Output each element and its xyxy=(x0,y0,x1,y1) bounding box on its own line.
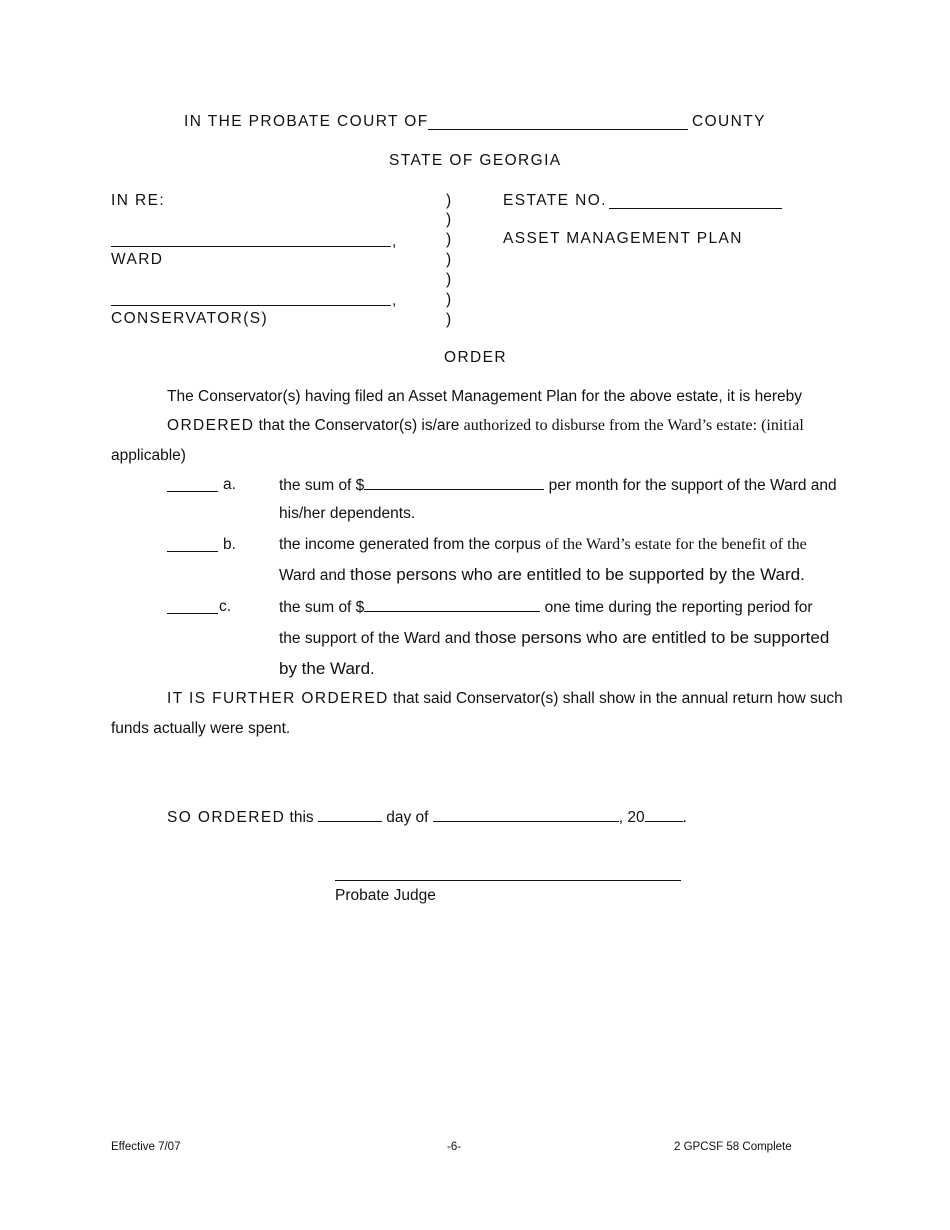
body-line-2 xyxy=(167,418,804,434)
ordered-keyword: ORDERED xyxy=(167,417,255,434)
caption-paren: ) xyxy=(446,311,452,328)
year-prefix: , 20 xyxy=(618,809,645,826)
body-line-2-b: authorized to disburse from the Ward’s estate: (initial xyxy=(463,417,804,434)
in-re-label: IN RE: xyxy=(111,192,166,209)
judge-label: Probate Judge xyxy=(335,887,436,904)
footer-form-id: 2 GPCSF 58 Complete xyxy=(674,1141,792,1153)
item-c-pre: the sum of $ xyxy=(279,599,365,616)
so-ordered-this: this xyxy=(285,809,318,826)
initial-blank-c[interactable] xyxy=(167,613,218,614)
caption-paren: ) xyxy=(446,271,452,288)
order-title: ORDER xyxy=(444,349,507,366)
item-c-l2-a: the support of the Ward and xyxy=(279,630,475,647)
ward-comma: , xyxy=(392,233,397,250)
conservator-comma: , xyxy=(392,292,397,309)
further-ordered-keyword: IT IS FURTHER ORDERED xyxy=(167,690,389,707)
item-letter-a: a. xyxy=(223,476,236,493)
item-b-line-2 xyxy=(279,566,805,584)
estate-no-blank[interactable] xyxy=(609,208,782,209)
body-line-2-a: that the Conservator(s) is/are xyxy=(254,417,464,434)
item-a-pre: the sum of $ xyxy=(279,477,365,494)
further-rest: that said Conservator(s) shall show in the annual return how such xyxy=(388,690,843,707)
item-a-line-1 xyxy=(279,477,837,494)
court-suffix: COUNTY xyxy=(692,113,766,130)
caption-paren: ) xyxy=(446,251,452,268)
so-ordered-line xyxy=(167,809,687,826)
item-c-line-1 xyxy=(279,599,813,616)
caption-paren: ) xyxy=(446,192,452,209)
initial-blank-b[interactable] xyxy=(167,551,218,552)
year-blank[interactable] xyxy=(645,809,683,822)
so-ordered-keyword: SO ORDERED xyxy=(167,809,286,826)
so-ordered-period: . xyxy=(682,809,687,826)
item-b-line-1 xyxy=(279,537,807,553)
item-letter-b: b. xyxy=(223,536,236,553)
day-blank[interactable] xyxy=(318,809,382,822)
county-blank[interactable] xyxy=(428,129,688,130)
item-c-post: one time during the reporting period for xyxy=(540,599,813,616)
caption-paren: ) xyxy=(446,231,452,248)
one-time-amount-blank[interactable] xyxy=(364,599,540,612)
ward-label: WARD xyxy=(111,251,164,268)
item-c-line-3: by the Ward. xyxy=(279,659,375,678)
conservator-name-blank[interactable] xyxy=(111,305,391,306)
initial-blank-a[interactable] xyxy=(167,491,218,492)
further-line-1 xyxy=(167,691,843,707)
conservator-label: CONSERVATOR(S) xyxy=(111,310,269,327)
caption-paren: ) xyxy=(446,211,452,228)
footer-effective: Effective 7/07 xyxy=(111,1141,181,1153)
court-prefix: IN THE PROBATE COURT OF xyxy=(184,113,429,130)
ward-name-blank[interactable] xyxy=(111,246,391,247)
item-b-l1-a: the income generated from the corpus xyxy=(279,536,546,553)
item-c-line-2 xyxy=(279,629,829,647)
further-line-2: funds actually were spent. xyxy=(111,720,291,737)
body-line-3: applicable) xyxy=(111,447,186,464)
footer-page-number: -6- xyxy=(447,1141,462,1153)
monthly-amount-blank[interactable] xyxy=(364,477,544,490)
so-ordered-day-of: day of xyxy=(381,809,433,826)
month-blank[interactable] xyxy=(433,809,619,822)
item-letter-c: c. xyxy=(219,598,232,615)
item-b-l2-b: those persons who are entitled to be supported by the Ward. xyxy=(349,565,805,584)
item-a-post: per month for the support of the Ward and xyxy=(544,477,837,494)
judge-signature-line[interactable] xyxy=(335,880,681,881)
item-a-line-2: his/her dependents. xyxy=(279,505,416,522)
body-line-1: The Conservator(s) having filed an Asset Management Plan for the above estate, it is hereby xyxy=(167,388,802,405)
case-title: ASSET MANAGEMENT PLAN xyxy=(503,230,743,247)
item-b-l1-b: of the Ward’s estate for the benefit of the xyxy=(545,536,807,553)
item-b-l2-a: Ward and xyxy=(279,567,350,584)
item-c-l2-b: those persons who are entitled to be supported xyxy=(474,628,830,647)
state-title: STATE OF GEORGIA xyxy=(389,152,562,169)
estate-no-label: ESTATE NO. xyxy=(503,192,607,209)
caption-paren: ) xyxy=(446,291,452,308)
